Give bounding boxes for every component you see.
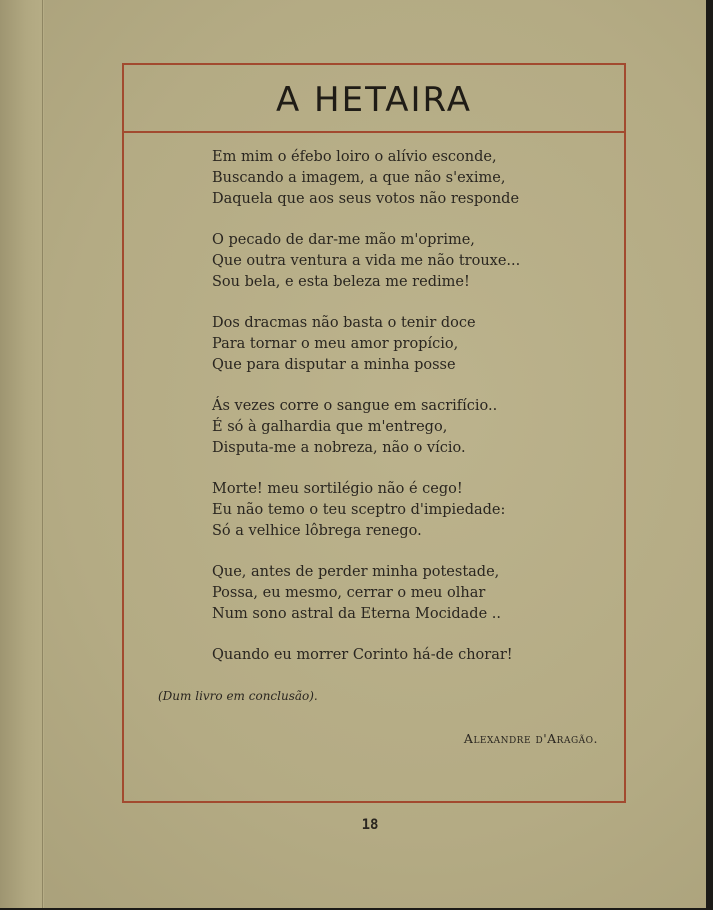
author-signature: Alexandre d'Aragão.: [463, 731, 598, 746]
poem-line: Eu não temo o teu sceptro d'impiedade:: [212, 502, 506, 518]
poem-line: Que outra ventura a vida me não trouxe...: [212, 253, 521, 269]
stanza-6: [212, 562, 520, 625]
poem-line: Disputa-me a nobreza, não o vício.: [212, 440, 466, 456]
stanza-4: [212, 396, 520, 459]
stanza-5: [212, 479, 520, 542]
poem-line: Para tornar o meu amor propício,: [212, 336, 459, 352]
book-gutter: [0, 0, 44, 908]
title-box: [124, 65, 624, 133]
poem-line: Buscando a imagem, a que não s'exime,: [212, 170, 506, 186]
poem-line: Morte! meu sortilégio não é cego!: [212, 481, 463, 497]
poem-line: Daquela que aos seus votos não responde: [212, 191, 520, 207]
poem-frame: [122, 63, 626, 803]
page-number: 18: [361, 817, 379, 833]
poem-line: Num sono astral da Eterna Mocidade ..: [212, 606, 501, 622]
poem-line: Que, antes de perder minha potestade,: [212, 564, 500, 580]
stanza-1: [212, 147, 520, 210]
poem-body: [212, 147, 520, 686]
gutter-fold: [42, 0, 43, 908]
poem-line: Que para disputar a minha posse: [212, 357, 456, 373]
stanza-7: [212, 645, 520, 666]
poem-line: Ás vezes corre o sangue em sacrifício..: [212, 398, 498, 414]
poem-line: É só à galhardia que m'entrego,: [212, 419, 448, 435]
poem-line: Sou bela, e esta beleza me redime!: [212, 274, 470, 290]
source-note: (Dum livro em conclusão).: [158, 689, 318, 703]
stanza-3: [212, 313, 520, 376]
poem-line: Dos dracmas não basta o tenir doce: [212, 315, 476, 331]
poem-title: A HETAIRA: [275, 80, 473, 120]
poem-line: O pecado de dar-me mão m'oprime,: [212, 232, 475, 248]
poem-line: Quando eu morrer Corinto há-de chorar!: [212, 647, 513, 663]
poem-line: Só a velhice lôbrega renego.: [212, 523, 422, 539]
stanza-2: [212, 230, 520, 293]
poem-line: Possa, eu mesmo, cerrar o meu olhar: [212, 585, 486, 601]
poem-line: Em mim o éfebo loiro o alívio esconde,: [212, 149, 497, 165]
